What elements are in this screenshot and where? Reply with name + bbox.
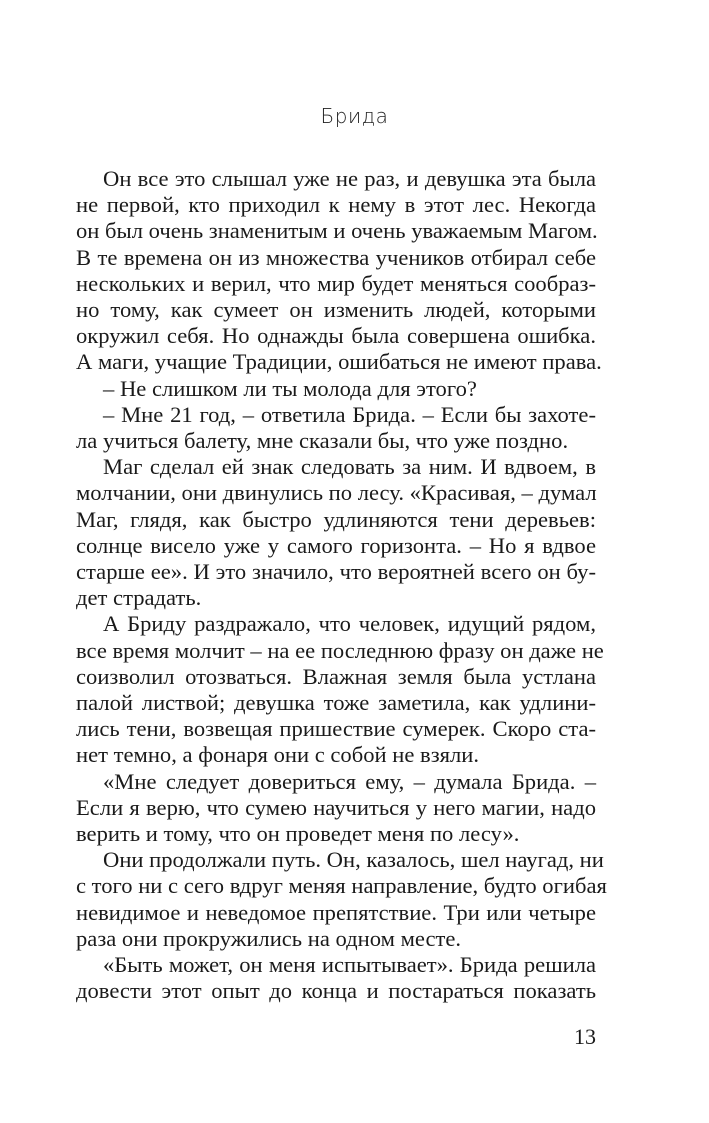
text-line: с того ни с сего вдруг меняя направление, будто огибая (76, 873, 607, 899)
text-line: – Не слишком ли ты молода для этого? (103, 375, 477, 401)
text-line: довести этот опыт до конца и постараться показать (76, 978, 596, 1004)
text-line: ла учиться балету, мне сказали бы, что уже поздно. (76, 428, 569, 454)
running-head: Брида (320, 104, 389, 128)
text-line: Он все это слышал уже не раз, и девушка эта была (103, 166, 596, 191)
page-number: 13 (574, 1024, 596, 1049)
text-line: лись тени, возвещая пришествие сумерек. Скоро ста- (76, 716, 596, 742)
text-line: верить и тому, что он проведет меня по лесу». (76, 821, 520, 847)
text-line: Маг сделал ей знак следовать за ним. И вдвоем, в (103, 454, 596, 480)
text-line: он был очень знаменитым и очень уважаемым Магом. (76, 218, 598, 244)
text-line: – Мне 21 год, – ответила Брида. – Если бы захоте- (103, 401, 596, 427)
text-line: старше ее». И это значило, что вероятней всего он бу- (76, 559, 596, 585)
text-line: не первой, кто приходил к нему в этот лес. Некогда (76, 192, 596, 218)
text-line: но тому, как сумеет он изменить людей, которыми (76, 297, 596, 323)
text-line: нескольких и верил, что мир будет меняться сообраз- (76, 270, 596, 296)
text-line: А маги, учащие Традиции, ошибаться не имеют права. (76, 349, 602, 375)
text-line: палой листвой; девушка тоже заметила, как удлини- (76, 690, 596, 716)
text-line: В те времена он из множества учеников отбирал себе (76, 244, 596, 270)
text-line: А Бриду раздражало, что человек, идущий рядом, (103, 611, 596, 637)
text-line: «Быть может, он меня испытывает». Брида решила (103, 952, 596, 978)
text-line: нет темно, а фонаря они с собой не взяли. (76, 742, 480, 768)
text-line: Маг, глядя, как быстро удлиняются тени деревьев: (76, 506, 596, 532)
text-line: Если я верю, что сумею научиться у него магии, надо (76, 794, 596, 820)
text-line: все время молчит – на ее последнюю фразу он даже не (76, 637, 604, 663)
text-line: невидимое и неведомое препятствие. Три или четыре (76, 899, 596, 925)
text-line: окружил себя. Но однажды была совершена ошибка. (76, 323, 596, 349)
text-line: раза они прокружились на одном месте. (76, 925, 462, 951)
text-line: солнце висело уже у самого горизонта. – Но я вдвое (76, 532, 596, 558)
body-text (76, 166, 607, 1005)
text-line: Они продолжали путь. Он, казалось, шел наугад, ни (103, 847, 604, 873)
text-line: соизволил отозваться. Влажная земля была устлана (76, 663, 596, 689)
text-line: «Мне следует довериться ему, – думала Брида. – (103, 768, 596, 794)
text-line: молчании, они двинулись по лесу. «Красивая, – думал (76, 480, 597, 506)
text-line: дет страдать. (76, 585, 202, 611)
